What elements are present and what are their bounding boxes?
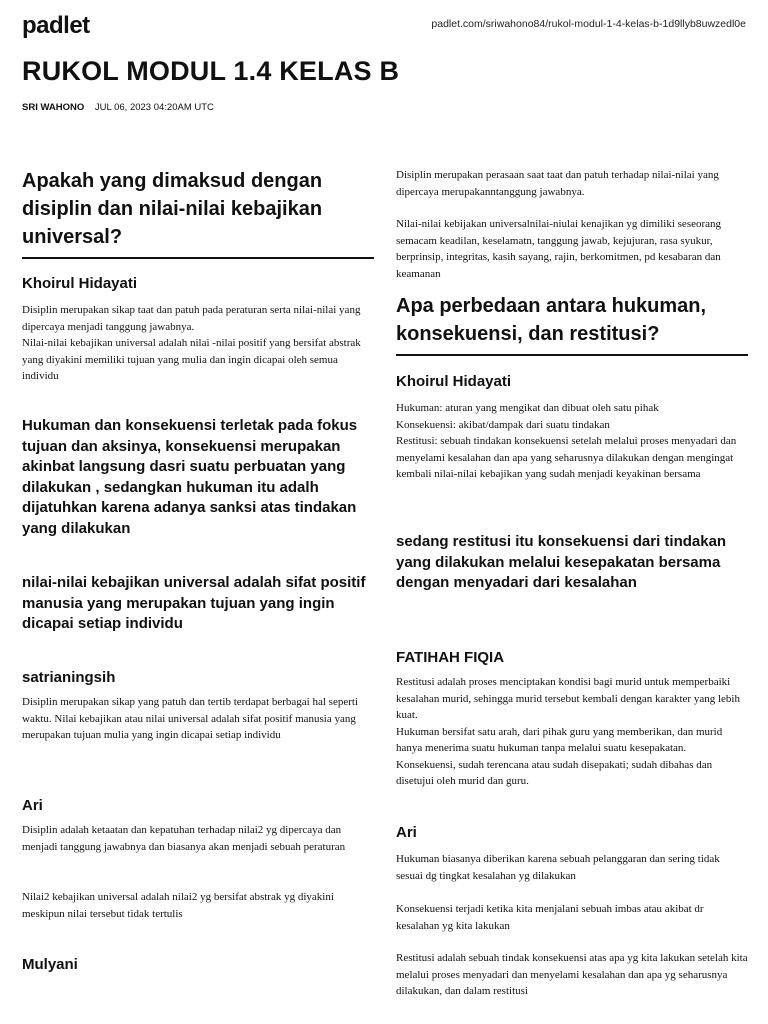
post-body: nilai-nilai kebajikan universal adalah sifat positif manusia yang merupakan tujuan yang ingin dicapai setiap individu <box>22 574 366 632</box>
post-body: Hukuman dan konsekuensi terletak pada fokus tujuan dan aksinya, konsekuensi merupakan akinbat langsung dasri suatu perbuatan yang dilakukan , sedangkan hukuman itu adalh dijatuhkan karena adanya sanksi atas tindakan yang dilakukan <box>22 417 358 537</box>
page-url: padlet.com/sriwahono84/rukol-modul-1-4-kelas-b-1d9llyb8uwzedl0e <box>431 18 746 30</box>
post-body: Hukuman: aturan yang mengikat dan dibuat oleh satu pihak Konsekuensi: akibat/dampak dari suatu tindakan Restitusi: sebuah tindakan konsekuensi setelah melalui proses menyadari dan menyelami kesalahan dan apa yang seharusnya dilakukan dengan mengingat kembali nilai-nilai kebajikan yang sudah menjadi keyakinan bersama <box>396 402 737 480</box>
post-body: Disiplin merupakan sikap yang patuh dan tertib terdapat berbagai hal seperti waktu. Nilai kebajikan atau nilai universal adalah sifat positif manusia yang merupakan tujuan mulia yang ingin dicapai setiap individu <box>22 696 358 741</box>
post-body: Hukuman biasanya diberikan karena sebuah pelanggaran dan sering tidak sesuai dg tingkat kesalahan yg dilakukan <box>396 853 720 882</box>
post-body: Disiplin merupakan perasaan saat taat dan patuh terhadap nilai-nilai yang dipercaya merupakanntanggung jawabnya. <box>396 169 719 198</box>
post-author: satrianingsih <box>22 669 116 686</box>
padlet-logo[interactable]: padlet <box>22 12 90 39</box>
post-body: Konsekuensi terjadi ketika kita menjalani sebuah imbas atau akibat dr kesalahan yg kita lakukan <box>396 903 704 932</box>
post-body: Nilai-nilai kebijakan universalnilai-niulai kenajikan yg dimiliki seseorang semacam keadilan, keselamatn, tanggung jawab, kejujuran, rasa syukur, berprinsip, integritas, kasih sayang, rajin, berkomitmen, pd kesabaran dan keamanan <box>396 218 722 280</box>
page-meta <box>22 102 214 113</box>
post-body: Restitusi adalah proses menciptakan kondisi bagi murid untuk memperbaiki kesalahan murid, sehingga murid tersebut kembali dengan karakter yang lebih kuat. Hukuman bersifat satu arah, dari pihak guru yang memberikan, dan murid hanya menerima suatu hukuman tanpa melalui suatu kesepakatan. Konsekuensi, sudah terencana atau sudah disepakati; sudah dibahas dan disetujui oleh murid dan guru. <box>396 676 740 787</box>
page-title: RUKOL MODUL 1.4 KELAS B <box>22 56 400 86</box>
post-body: Nilai2 kebajikan universal adalah nilai2 yg bersifat abstrak yg diyakini meskipun nilai tersebut tidak tertulis <box>22 891 334 920</box>
section-title-disiplin: Apakah yang dimaksud dengan disiplin dan nilai-nilai kebajikan universal? <box>22 167 374 259</box>
post-author: Khoirul Hidayati <box>22 275 138 292</box>
post-date: JUL 06, 2023 04:20AM UTC <box>94 102 214 113</box>
post-author: FATIHAH FIQIA <box>396 649 505 666</box>
post-author: Khoirul Hidayati <box>396 373 512 390</box>
post-body: Disiplin adalah ketaatan dan kepatuhan terhadap nilai2 yg dipercaya dan menjadi tanggung jawabnya dan biasanya akan menjadi sebuah peraturan <box>22 824 346 853</box>
author-name: SRI WAHONO <box>22 102 85 113</box>
post-body: sedang restitusi itu konsekuensi dari tindakan yang dilakukan melalui kesepakatan bersama dengan menyadari dari kesalahan <box>396 533 727 591</box>
post-author: Ari <box>22 797 43 814</box>
post-body: Disiplin merupakan sikap taat dan patuh pada peraturan serta nilai-nilai yang dipercaya menjadi tanggung jawabnya. Nilai-nilai kebajikan universal adalah nilai -nilai positif yang bersifat abstrak yang diyakini memiliki tujuan yang mulia dan ingin dicapai oleh semua individu <box>22 304 361 382</box>
section-title-perbedaan: Apa perbedaan antara hukuman, konsekuensi, dan restitusi? <box>396 292 748 356</box>
post-author: Mulyani <box>22 956 78 973</box>
post-body: Restitusi adalah sebuah tindak konsekuensi atas apa yg kita lakukan setelah kita melalui proses menyadari dan menyelami kesalahan dan apa yg seharusnya dilakukan, dan dalam restitusi <box>396 952 748 997</box>
post-author: Ari <box>396 824 417 841</box>
